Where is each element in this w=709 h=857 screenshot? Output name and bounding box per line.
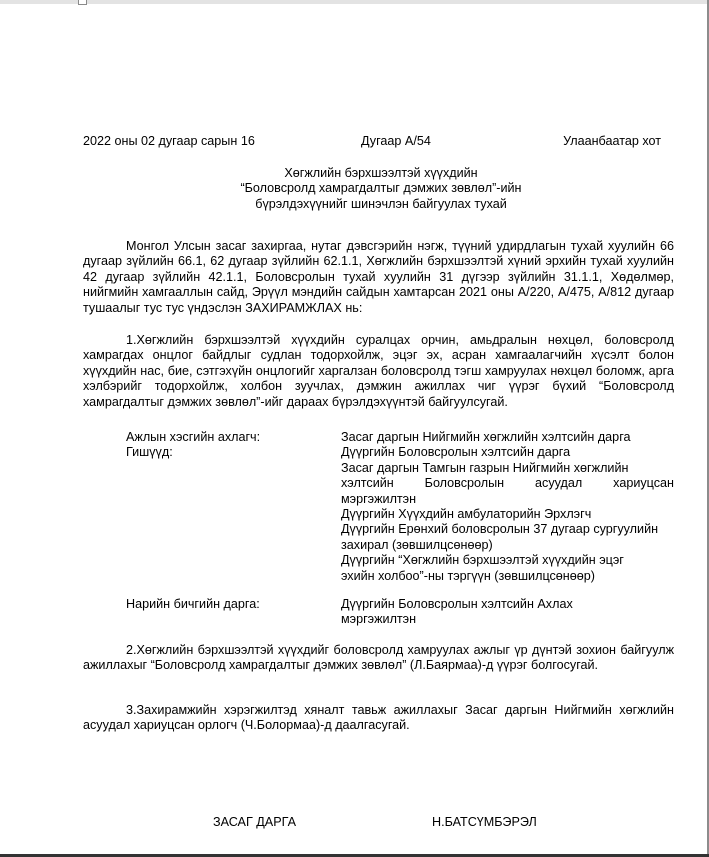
clause-2 xyxy=(83,643,674,674)
chair-value: Засаг даргын Нийгмийн хөгжлийн хэлтсийн дарга xyxy=(341,430,631,444)
members-label: Гишүүд: xyxy=(126,445,173,460)
document-date: 2022 оны 02 дугаар сарын 16 xyxy=(83,134,255,148)
secretary-label: Нарийн бичгийн дарга: xyxy=(126,597,260,611)
member-line: эхийн холбоо”-ны тэргүүн (зөвшилцсөнөөр) xyxy=(341,568,595,583)
signature-name: Н.БАТСҮМБЭРЭЛ xyxy=(432,815,537,829)
clause-1-text: 1.Хөгжлийн бэрхшээлтэй хүүхдийн суралцах орчин, амьдралын нөхцөл, боловсролд хамрагдах онцлог байдлыг судлан тодорхойлж, эцэг эх, асран хамгаалагчийн хүсэлт болон хүүхдийн нас, бие, сэтгэхүйн онцлогийг харгалзан боловсролд тэгш хамруулах нөхцөл боломж, арга хэлбэрийг тодорхойлж, холбон зуучлах, дэмжин ажиллах чиг үүрэг бүхий “Боловсролд хамрагдалтыг дэмжих зөвлөл”-ийг дараах бүрэлдэхүүнтэй байгуулсугай. xyxy=(83,333,674,409)
secretary-line: мэргэжилтэн xyxy=(341,612,417,627)
member-line: захирал (зөвшилцсөнөөр) xyxy=(341,537,493,552)
member-line: Дүүргийн Хүүхдийн амбулаторийн Эрхлэгч xyxy=(341,507,592,522)
signature-title: ЗАСАГ ДАРГА xyxy=(213,815,296,829)
council-members xyxy=(126,430,674,584)
intro-text: Монгол Улсын засаг захиргаа, нутаг дэвсгэрийн нэгж, түүний удирдлагын тухай хуулийн 66 дугаар зүйлийн 66.1, 62 дугаар зүйлийн 62.1.1, Хөгжлийн бэрхшээлтэй хүний эрхийн тухай хуулийн 42 дугаар зүйлийн 42.1.1, Боловсролын тухай хуулийн 31 дүгээр зүйлийн 31.1.1, Хөдөлмөр, нийгмийн хамгааллын сайд, Эрүүл мэндийн сайдын хамтарсан 2021 оны А/220, А/475, А/812 дугаар тушаалыг тус тус үндэслэн ЗАХИРАМЖЛАХ нь: xyxy=(83,239,674,315)
title-line: Хөгжлийн бэрхшээлтэй хүүхдийн xyxy=(284,166,478,180)
member-line: хэлтсийн Боловсролын асуудал хариуцсан xyxy=(341,476,674,491)
document-header xyxy=(83,134,661,150)
intro-paragraph xyxy=(83,239,674,316)
title-line: “Боловсролд хамрагдалтыг дэмжих зөвлөл”-ийн xyxy=(240,181,522,196)
secretary-line: Дүүргийн Боловсролын хэлтсийн Ахлах xyxy=(341,597,573,611)
member-line: Дүүргийн Ерөнхий боловсролын 37 дугаар сургуулийн xyxy=(341,522,659,537)
clause-3 xyxy=(83,703,674,734)
member-line: Дүүргийн Боловсролын хэлтсийн дарга xyxy=(341,445,571,460)
clause-2-text: 2.Хөгжлийн бэрхшээлтэй хүүхдийг боловсролд хамруулах ажлыг үр дүнтэй зохион байгуулж ажиллахыг “Боловсролд хамрагдалтыг дэмжих зөвлөл” (Л.Баярмаа)-д үүрэг болгосугай. xyxy=(83,643,674,673)
member-line: Засаг даргын Тамгын газрын Нийгмийн хөгжлийн xyxy=(341,460,629,475)
member-line: мэргэжилтэн xyxy=(341,491,417,506)
title-line: бүрэлдэхүүнийг шинэчлэн байгуулах тухай xyxy=(255,196,507,211)
clause-1 xyxy=(83,333,674,410)
chair-row xyxy=(126,430,674,445)
document-number: Дугаар А/54 xyxy=(361,134,431,148)
secretary-row xyxy=(126,597,674,628)
clause-3-text: 3.Захирамжийн хэрэгжилтэд хяналт тавьж ажиллахыг Засаг даргын Нийгмийн хөгжлийн асуудал хариуцсан орлогч (Ч.Болормаа)-д даалгасугай. xyxy=(83,703,674,733)
member-line: Дүүргийн “Хөгжлийн бэрхшээлтэй хүүхдийн эцэг xyxy=(341,553,624,568)
document-title xyxy=(83,166,679,212)
document-city: Улаанбаатар хот xyxy=(563,134,661,148)
chair-label: Ажлын хэсгийн ахлагч: xyxy=(126,430,261,444)
members-row xyxy=(126,445,674,584)
